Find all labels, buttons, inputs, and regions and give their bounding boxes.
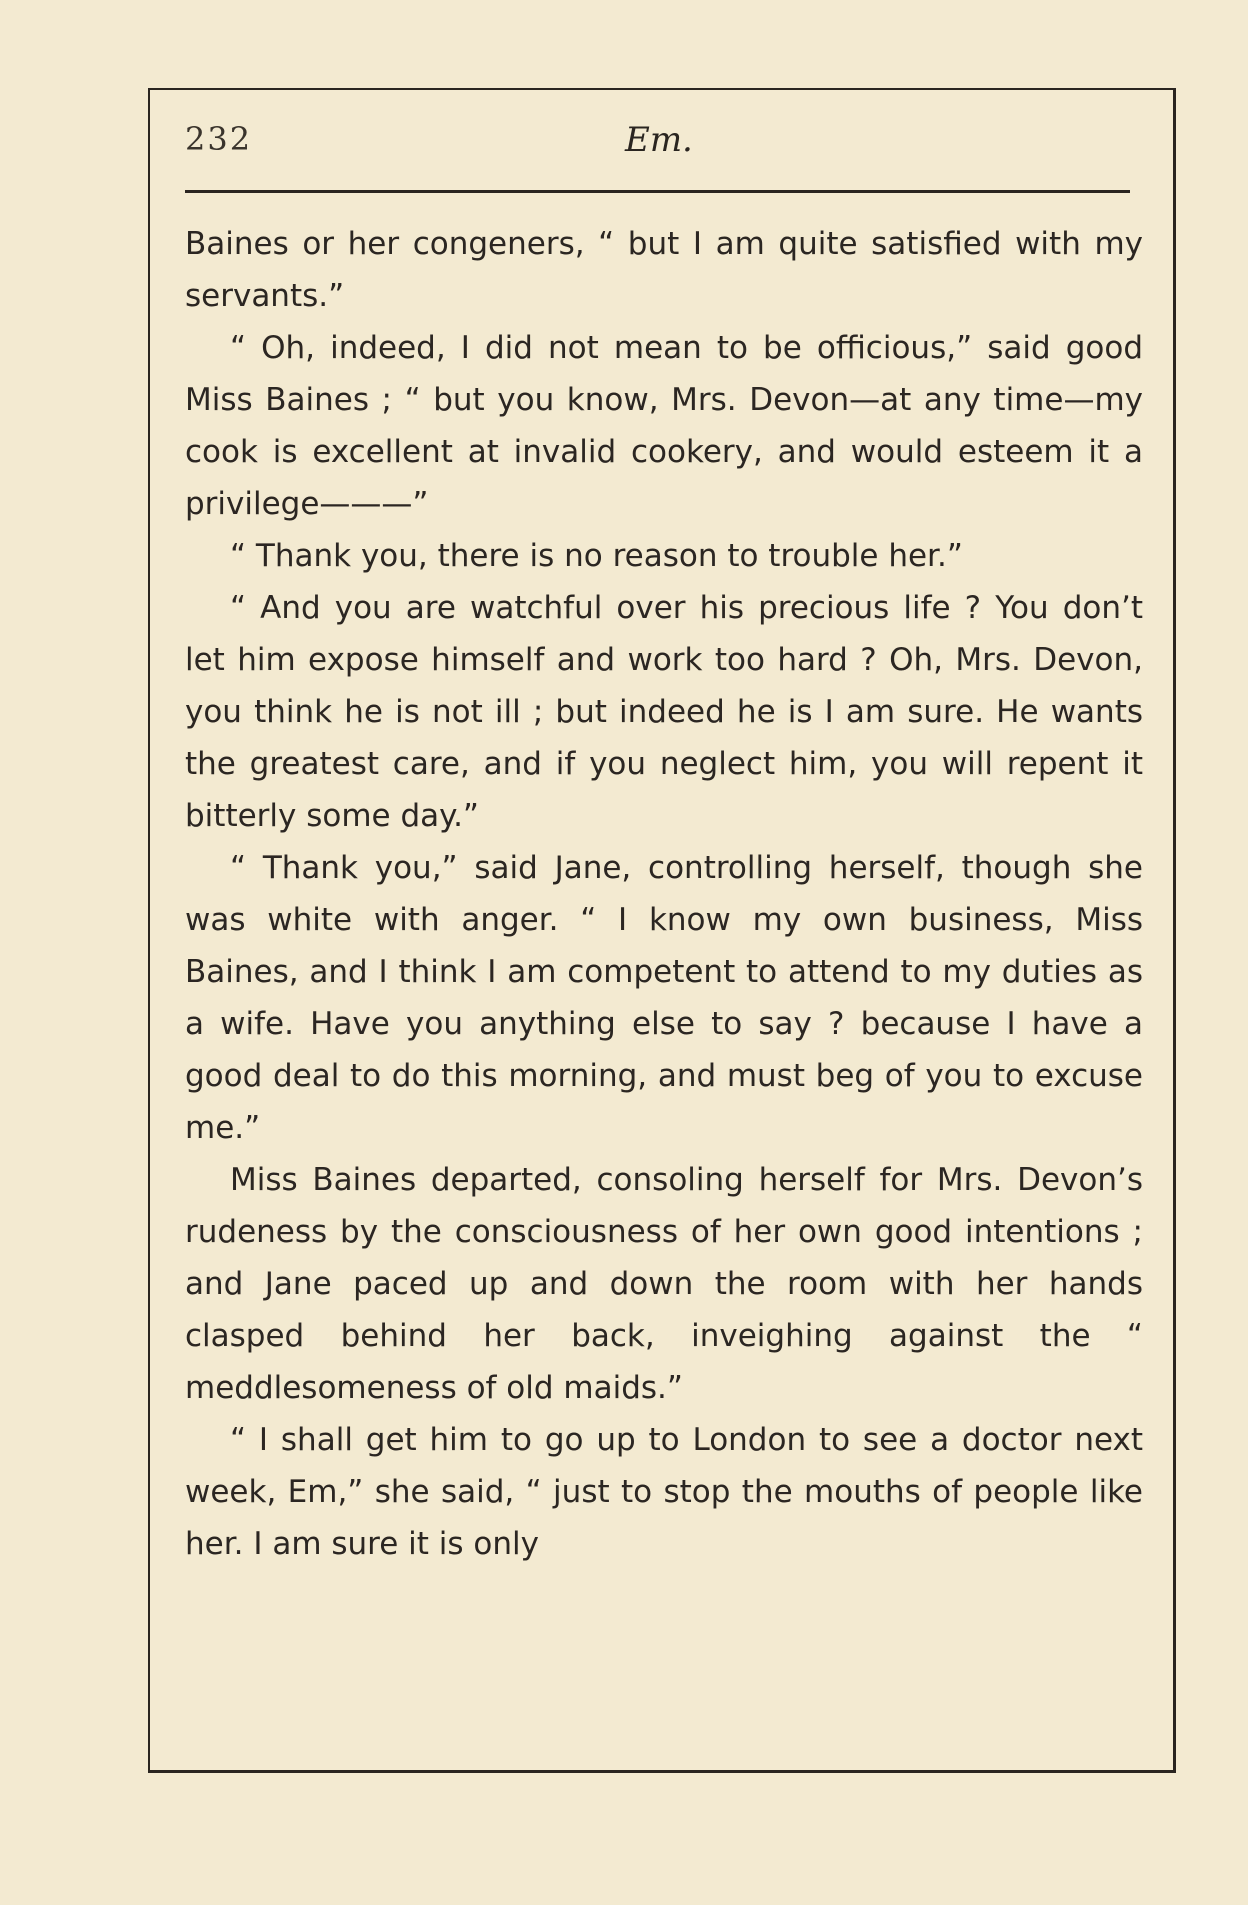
paragraph: Baines or her congeners, “ but I am quite satisfied with my servants.”	[185, 226, 1143, 314]
running-head: Em.	[625, 120, 693, 160]
paragraph: “ I shall get him to go up to London to see a doctor next week, Em,” she said, “ just to stop the mouths of people like her. I am sure it is only	[185, 1422, 1143, 1562]
paragraph: “ And you are watchful over his precious life ? You don’t let him expose himself and work too hard ? Oh, Mrs. Devon, you think he is not ill ; but indeed he is I am sure. He wants the greatest care, and if you neglect him, you will repent it bitterly some day.”	[185, 590, 1143, 834]
page-number: 232	[185, 120, 253, 158]
header-rule	[185, 190, 1130, 193]
paragraph: “ Thank you,” said Jane, controlling herself, though she was white with anger. “ I know my own business, Miss Baines, and I think I am competent to attend to my duties as a wife. Have you anything else to say ? because I have a good deal to do this morning, and must beg of you to excuse me.”	[185, 850, 1143, 1146]
paragraph: “ Thank you, there is no reason to trouble her.”	[230, 538, 963, 574]
paragraph: “ Oh, indeed, I did not mean to be officious,” said good Miss Baines ; “ but you know, Mrs. Devon—at any time—my cook is excellent at invalid cookery, and would esteem it a privilege———”	[185, 330, 1143, 522]
body-text	[185, 218, 1143, 1570]
page-header	[185, 120, 1135, 180]
paragraph: Miss Baines departed, consoling herself for Mrs. Devon’s rudeness by the consciousness of her own good intentions ; and Jane paced up and down the room with her hands clasped behind her back, inveighing against the “ meddlesomeness of old maids.”	[185, 1162, 1143, 1406]
